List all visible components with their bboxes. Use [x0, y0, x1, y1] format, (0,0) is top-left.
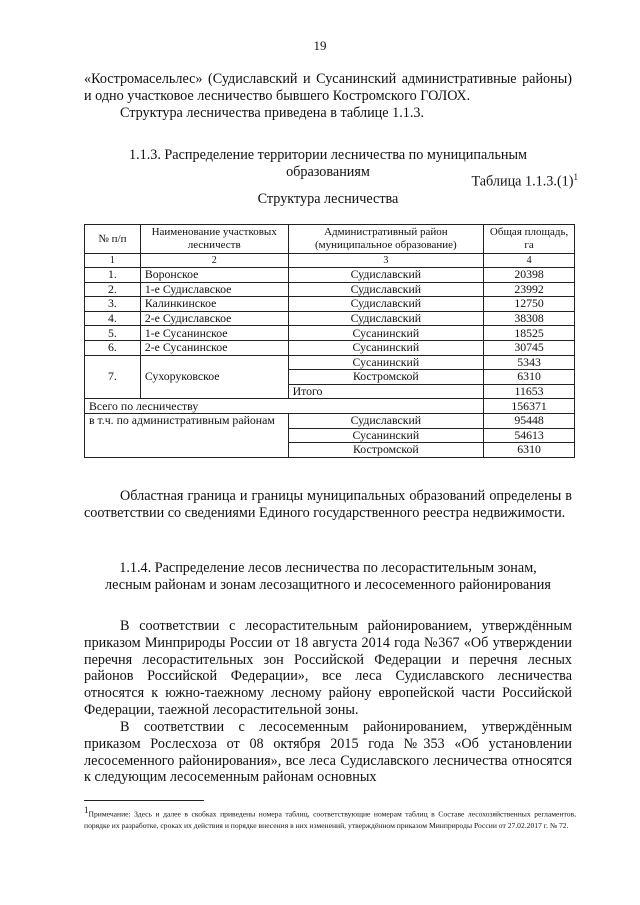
row-area: 54613 [484, 428, 575, 443]
table-caption: Структура лесничества [257, 191, 399, 207]
table-label [84, 172, 578, 191]
row-district: Сусанинский [288, 326, 484, 341]
intro-paragraph: «Костромасельлес» (Судиславский и Сусанинский административные районы) и одно участковое лесничество бывшего Костромского ГОЛОХ. [84, 71, 572, 104]
row-district: Сусанинский [288, 355, 484, 370]
row-num: 5. [85, 326, 141, 341]
footnote-text: Примечание: Здесь и далее в скобках приведены номера таблиц, соответствующие номерам таблиц в Составе лесохозяйственных регламентов, порядке их разработке, сроках их действия и порядке внесения в них изменений, утверждённом приказом Минприроды России от 27.02.2017 г. № 72. [84, 809, 576, 830]
row-district: Судиславский [288, 268, 484, 283]
section-114-title-line1: 1.1.4. Распределение лесов лесничества по лесорастительным зонам, [119, 560, 537, 576]
row-num: 2. [85, 282, 141, 297]
row-district: Костромской [288, 370, 484, 385]
header-num: № п/п [85, 225, 141, 254]
table-row [85, 326, 575, 341]
row-district: Сусанинский [288, 428, 484, 443]
table-row [85, 413, 575, 428]
section-113-title-line1: 1.1.3. Распределение территории лесничества по муниципальным [128, 147, 528, 163]
row-subtotal-area: 11653 [484, 384, 575, 399]
boundary-paragraph: Областная граница и границы муниципальных образований определены в соответствии со сведениями Единого государственного реестра недвижимости. [84, 488, 572, 521]
row-district: Сусанинский [288, 340, 484, 355]
table-header-row [85, 225, 575, 254]
footnote [84, 805, 576, 831]
forestry-structure-table [84, 224, 575, 458]
row-area: 6310 [484, 443, 575, 458]
row-area: 6310 [484, 370, 575, 385]
row-area: 30745 [484, 340, 575, 355]
table-row [85, 355, 575, 370]
header-district: Административный район (муниципальное образование) [288, 225, 484, 254]
table-row [85, 268, 575, 283]
table-row [85, 340, 575, 355]
page-number: 19 [313, 38, 327, 53]
row-name: 1-е Сусанинское [140, 326, 288, 341]
column-number-row [85, 254, 575, 268]
row-name: 2-е Судиславское [140, 311, 288, 326]
total-area: 156371 [484, 399, 575, 414]
row-num: 4. [85, 311, 141, 326]
seed-zoning-paragraph: В соответствии с лесосеменным районированием, утверждённым приказом Рослесхоза от 08 октября 2015 года №353 «Об установлении лесосеменного районирования», все леса Судиславского лесничества относятся к следующим лесосеменным районам основных [84, 719, 572, 786]
header-area: Общая площадь, га [484, 225, 575, 254]
row-area: 5343 [484, 355, 575, 370]
footnote-separator [84, 800, 204, 801]
row-area: 20398 [484, 268, 575, 283]
row-name: 2-е Сусанинское [140, 340, 288, 355]
table-label-footnote-mark: 1 [573, 172, 578, 182]
section-114-title [84, 560, 572, 594]
footnote-mark: 1 [84, 805, 89, 815]
row-area: 23992 [484, 282, 575, 297]
table-row [85, 282, 575, 297]
row-district: Судиславский [288, 413, 484, 428]
total-label: Всего по лесничеству [85, 399, 484, 414]
row-area: 12750 [484, 297, 575, 312]
col-number: 2 [140, 254, 288, 268]
row-district: Костромской [288, 443, 484, 458]
row-name: 1-е Судиславское [140, 282, 288, 297]
row-district: Судиславский [288, 297, 484, 312]
table-total-row [85, 399, 575, 414]
header-name: Наименование участковых лесничеств [140, 225, 288, 254]
row-name: Калинкинское [140, 297, 288, 312]
row-num: 7. [85, 355, 141, 399]
col-number: 1 [85, 254, 141, 268]
row-num: 1. [85, 268, 141, 283]
col-number: 3 [288, 254, 484, 268]
row-name: Воронское [140, 268, 288, 283]
row-district: Судиславский [288, 282, 484, 297]
row-num: 3. [85, 297, 141, 312]
col-number: 4 [484, 254, 575, 268]
section-114-title-line2: лесным районам и зонам лесозащитного и лесосеменного районирования [105, 577, 551, 593]
row-name: Сухоруковское [140, 355, 288, 399]
structure-reference: Структура лесничества приведена в таблице 1.1.3. [120, 105, 425, 121]
section-113-title-line2: образованиям [286, 164, 370, 180]
admin-label: в т.ч. по административным районам [85, 413, 289, 457]
row-num: 6. [85, 340, 141, 355]
table-label-text: Таблица 1.1.3.(1) [471, 173, 574, 190]
row-area: 95448 [484, 413, 575, 428]
table-row [85, 297, 575, 312]
zoning-paragraph: В соответствии с лесорастительным районированием, утверждённым приказом Минприроды России от 18 августа 2014 года №367 «Об утверждении перечня лесорастительных зон Российской Федерации и перечня лесных районов Российской Федерации», все леса Судиславского лесничества относятся к южно-таежному лесному району европейской части Российской Федерации, таежной лесорастительной зоны. [84, 618, 572, 718]
table-row [85, 311, 575, 326]
row-area: 18525 [484, 326, 575, 341]
row-district: Судиславский [288, 311, 484, 326]
row-area: 38308 [484, 311, 575, 326]
row-subtotal-label: Итого [288, 384, 484, 399]
